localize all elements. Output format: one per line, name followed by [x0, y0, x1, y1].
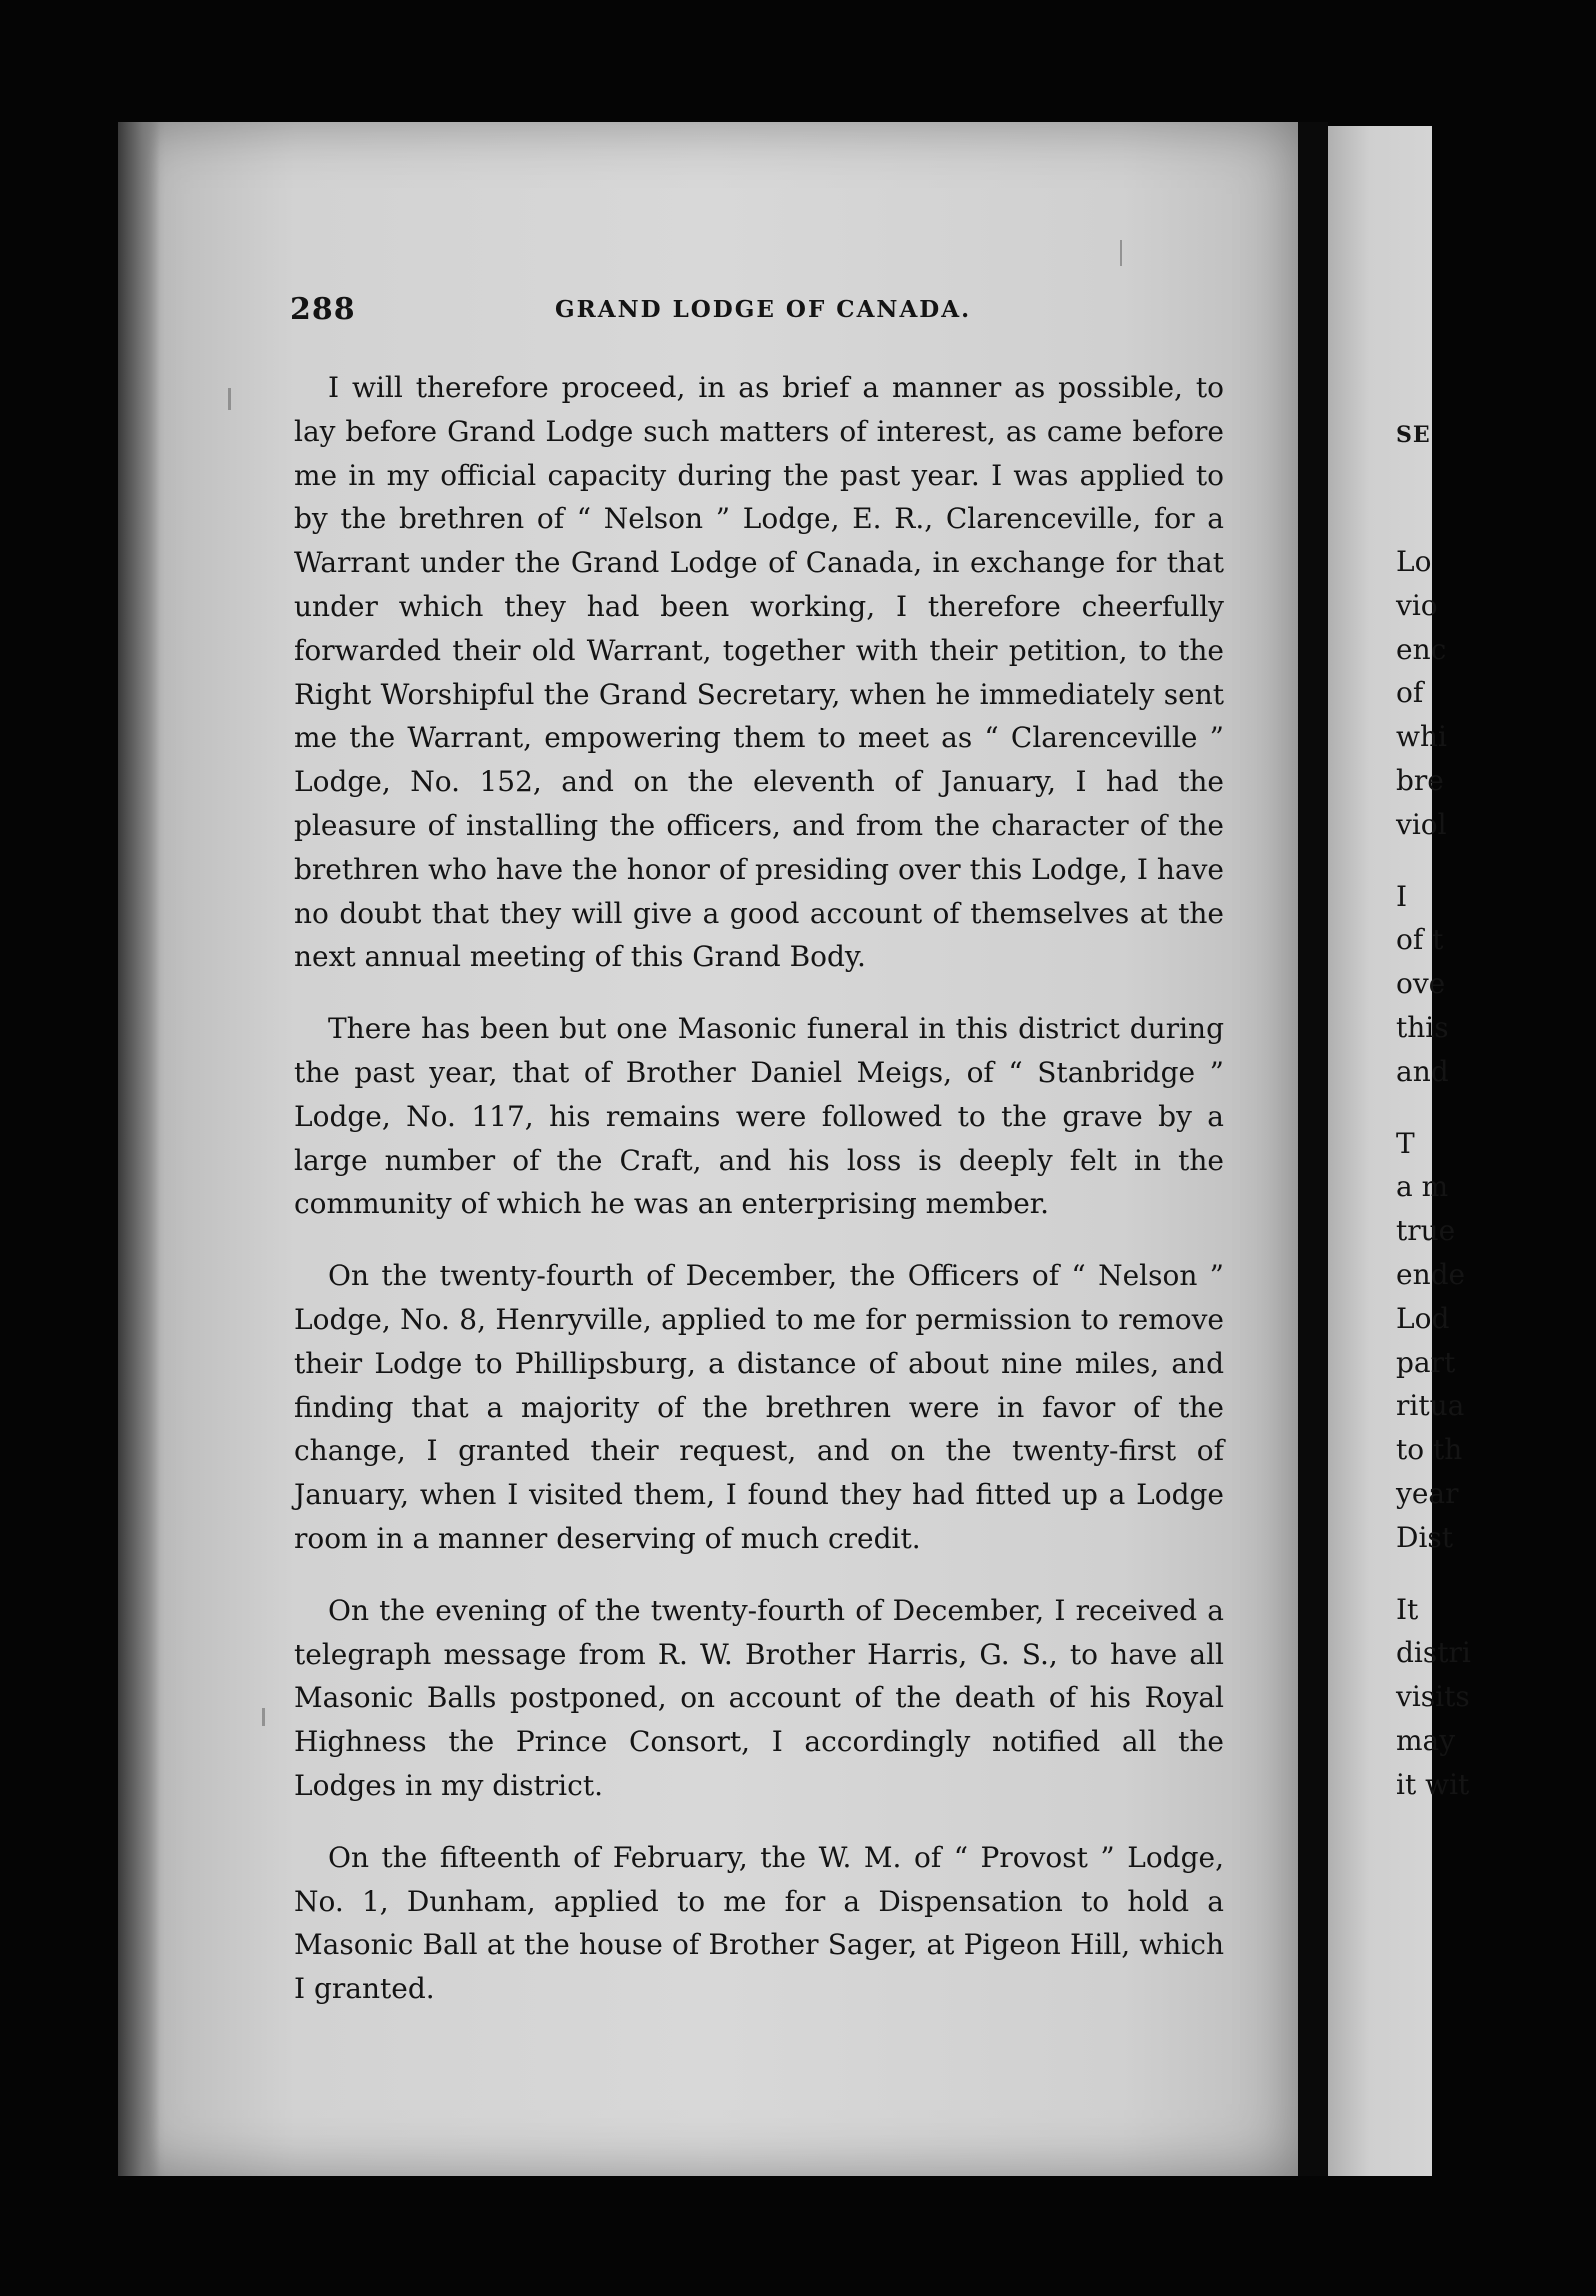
next-page-line: ritua	[1396, 1389, 1465, 1423]
next-page-line: Dist	[1396, 1520, 1454, 1554]
next-page-gap	[1396, 1094, 1596, 1122]
next-page-line: true	[1396, 1214, 1456, 1248]
next-page-line: this	[1396, 1010, 1449, 1044]
next-page-line: whi	[1396, 720, 1447, 754]
next-page-line: ove	[1396, 967, 1446, 1001]
book-gutter	[1298, 122, 1328, 2176]
next-page-line: ende	[1396, 1257, 1466, 1291]
next-page-line: to th	[1396, 1433, 1463, 1467]
next-page-line: vio	[1396, 588, 1438, 622]
next-page-line: it wit	[1396, 1767, 1470, 1801]
next-page-line: viol	[1396, 807, 1447, 841]
paragraph: On the twenty-fourth of December, the Officers of “ Nelson ” Lodge, No. 8, Henryville, applied to me for permission to remove their Lodge to Phillipsburg, a distance of about nine miles, and finding that a majority of the brethren were in favor of the change, I granted their request, and on the twenty-first of January, when I visited them, I found they had fitted up a Lodge room in a manner deserving of much credit.	[294, 1259, 1224, 1555]
scan-speck	[1120, 240, 1122, 266]
next-page-line: It	[1396, 1592, 1419, 1626]
next-page-line: Lo	[1396, 545, 1432, 578]
next-page-line: visits	[1396, 1680, 1470, 1714]
next-page-line: part	[1396, 1345, 1456, 1379]
next-page-line: distri	[1396, 1636, 1471, 1670]
right-page-edge	[1328, 126, 1471, 2176]
next-page-line: and	[1396, 1054, 1449, 1088]
page-number: 288	[290, 292, 356, 327]
next-page-line: bre	[1396, 763, 1444, 797]
paragraph: I will therefore proceed, in as brief a manner as possible, to lay before Grand Lodge such matters of interest, as came before me in my official capacity during the past year. I was applied to by the brethren of “ Nelson ” Lodge, E. R., Clarenceville, for a Warrant under the Grand Lodge of Canada, in exchange for that under which they had been working, I therefore cheerfully forwarded their old Warrant, together with their petition, to the Right Worshipful the Grand Secretary, when he immediately sent me the Warrant, empowering them to meet as “ Clarenceville ” Lodge, No. 152, and on the eleventh of January, I had the pleasure of installing the officers, and from the character of the brethren who have the honor of presiding over this Lodge, I have no doubt that they will give a good account of themselves at the next annual meeting of this Grand Body.	[294, 371, 1224, 974]
next-page-line: of t	[1396, 923, 1444, 957]
page-header	[290, 292, 1220, 332]
next-page-line: enc	[1396, 632, 1447, 666]
page-body	[294, 366, 1224, 2011]
next-page-line: I	[1396, 879, 1408, 913]
next-page-header: SE	[1396, 422, 1431, 448]
paragraph: On the evening of the twenty-fourth of December, I received a telegraph message from R. W. Brother Harris, G. S., to have all Masonic Balls postponed, on account of the death of his Royal Highness the Prince Consort, I accordingly notified all the Lodges in my district.	[294, 1593, 1224, 1802]
next-page-gap	[1396, 847, 1596, 875]
next-page-line: T	[1396, 1126, 1415, 1160]
page-binding-shadow	[118, 122, 160, 2176]
next-page-gap	[1396, 1560, 1596, 1588]
next-page-line: year	[1396, 1476, 1459, 1510]
running-title: GRAND LODGE OF CANADA.	[555, 296, 972, 323]
paragraph: There has been but one Masonic funeral in this district during the past year, that of Brother Daniel Meigs, of “ Stanbridge ” Lodge, No. 117, his remains were followed to the grave by a large number of the Craft, and his loss is deeply felt in the community of which he was an enterprising member.	[294, 1012, 1224, 1221]
next-page-fragments	[1396, 540, 1596, 1807]
next-page-line: of	[1396, 676, 1424, 710]
scan-speck	[262, 1708, 265, 1726]
next-page-line: a m	[1396, 1170, 1449, 1204]
scan-speck	[228, 388, 231, 410]
next-page-line: Lod	[1396, 1301, 1450, 1335]
paragraph: On the fifteenth of February, the W. M. of “ Provost ” Lodge, No. 1, Dunham, applied to me for a Dispensation to hold a Masonic Ball at the house of Brother Sager, at Pigeon Hill, which I granted.	[294, 1840, 1224, 2006]
next-page-line: may	[1396, 1723, 1456, 1757]
